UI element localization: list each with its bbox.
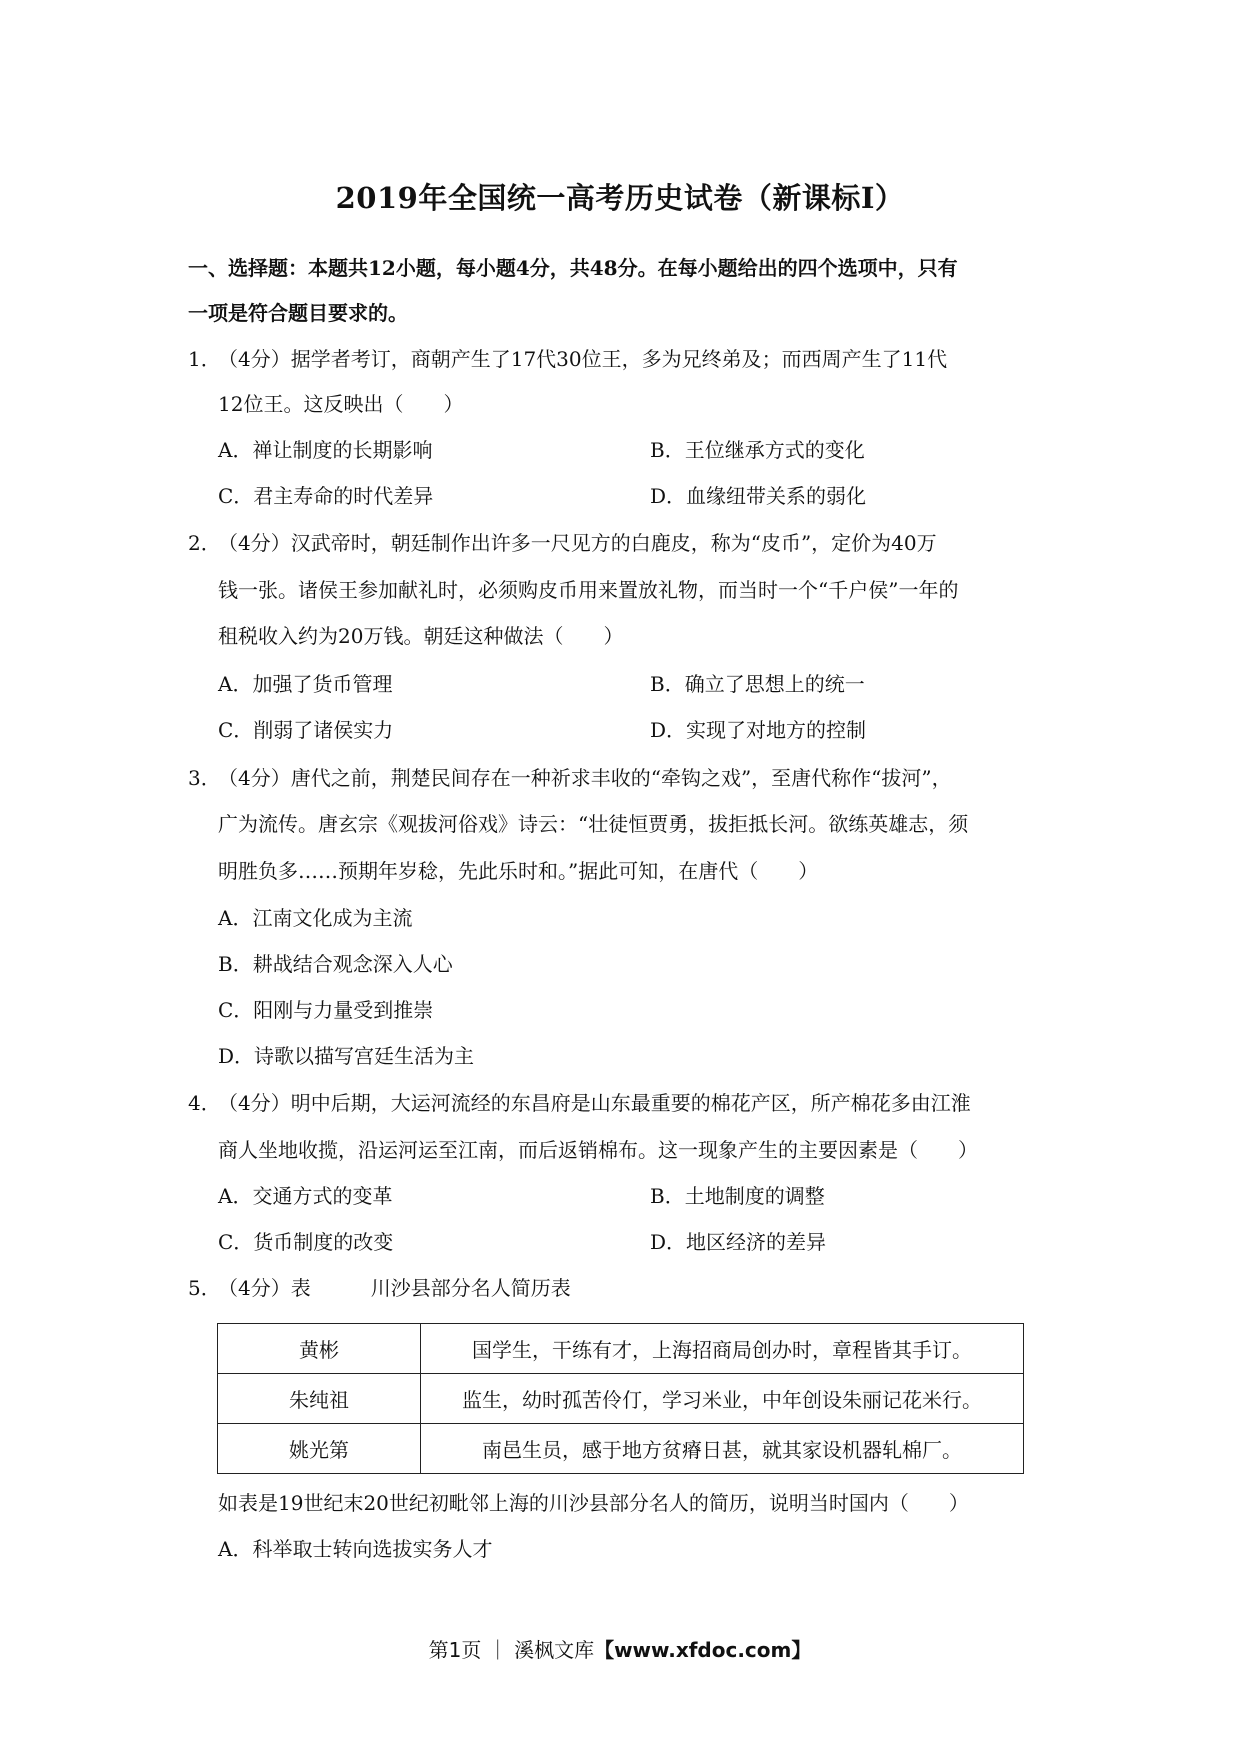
option-b: B．耕战结合观念深入人心 [218,952,453,976]
page-number: 第1页 [428,1638,482,1662]
option-b: B．土地制度的调整 [650,1184,825,1208]
website-link[interactable]: 【www.xfdoc.com】 [594,1638,812,1662]
page-footer [0,1634,1240,1663]
question-text-line: 如表是19世纪末20世纪初毗邻上海的川沙县部分名人的简历，说明当时国内（ ） [218,1491,969,1515]
question-text-line: 广为流传。唐玄宗《观拔河俗戏》诗云：“壮徒恒贾勇，拔拒抵长河。欲练英雄志，须 [218,812,969,836]
option-a: A．科举取士转向选拔实务人才 [218,1537,493,1561]
option-a: A．禅让制度的长期影响 [218,438,433,462]
question-text-line: （4分）汉武帝时，朝廷制作出许多一尺见方的白鹿皮，称为“皮币”，定价为40万 [218,531,937,555]
option-b: B．确立了思想上的统一 [650,672,865,696]
table-cell-desc: 国学生，干练有才，上海招商局创办时，章程皆其手订。 [421,1324,1024,1374]
question-text-line: （4分）唐代之前，荆楚民间存在一种祈求丰收的“牵钩之戏”，至唐代称作“拔河”， [218,766,952,790]
question-number: 5． [188,1276,221,1300]
table-row [218,1424,1024,1474]
question-number: 4． [188,1091,221,1115]
question-text-line: （4分）明中后期，大运河流经的东昌府是山东最重要的棉花产区，所产棉花多由江淮 [218,1091,971,1115]
question-text-line: 租税收入约为20万钱。朝廷这种做法（ ） [218,624,624,648]
option-d: D．血缘纽带关系的弱化 [650,484,867,508]
question-text-line: （4分）据学者考订，商朝产生了17代30位王，多为兄终弟及；而西周产生了11代 [218,347,948,371]
option-d: D．实现了对地方的控制 [650,718,867,742]
option-a: A．江南文化成为主流 [218,906,413,930]
option-d: D．地区经济的差异 [650,1230,827,1254]
question-number: 1． [188,347,221,371]
question-text-line: （4分）表 川沙县部分名人简历表 [218,1276,571,1300]
library-name: 溪枫文库 [514,1638,595,1662]
table-row [218,1374,1024,1424]
question-number: 2． [188,531,221,555]
table-row [218,1324,1024,1374]
option-c: C．君主寿命的时代差异 [218,484,434,508]
question-text-line: 钱一张。诸侯王参加献礼时，必须购皮币用来置放礼物，而当时一个“千户侯”一年的 [218,578,959,602]
table-cell-name: 朱纯祖 [218,1374,421,1424]
table-cell-desc: 南邑生员，感于地方贫瘠日甚，就其家设机器轧棉厂。 [421,1424,1024,1474]
option-a: A．加强了货币管理 [218,672,393,696]
option-d: D．诗歌以描写宫廷生活为主 [218,1044,475,1068]
option-c: C．货币制度的改变 [218,1230,394,1254]
table-cell-name: 姚光第 [218,1424,421,1474]
footer-separator: ｜ [487,1638,508,1662]
question-text-line: 明胜负多……预期年岁稔，先此乐时和。”据此可知，在唐代（ ） [218,859,819,883]
table-cell-desc: 监生，幼时孤苦伶仃，学习米业，中年创设朱丽记花米行。 [421,1374,1024,1424]
section-heading-line-2: 一项是符合题目要求的。 [188,301,408,325]
question-number: 3． [188,766,221,790]
section-heading-line-1: 一、选择题：本题共12小题，每小题4分，共48分。在每小题给出的四个选项中，只有 [188,256,958,280]
question-text-line: 12位王。这反映出（ ） [218,392,464,416]
option-a: A．交通方式的变革 [218,1184,393,1208]
table-cell-name: 黄彬 [218,1324,421,1374]
option-b: B．王位继承方式的变化 [650,438,865,462]
option-c: C．阳刚与力量受到推崇 [218,998,434,1022]
page-title: 2019年全国统一高考历史试卷（新课标Ⅰ） [335,181,905,215]
question-text-line: 商人坐地收揽，沿运河运至江南，而后返销棉布。这一现象产生的主要因素是（ ） [218,1138,978,1162]
option-c: C．削弱了诸侯实力 [218,718,394,742]
resume-table [217,1323,1024,1474]
